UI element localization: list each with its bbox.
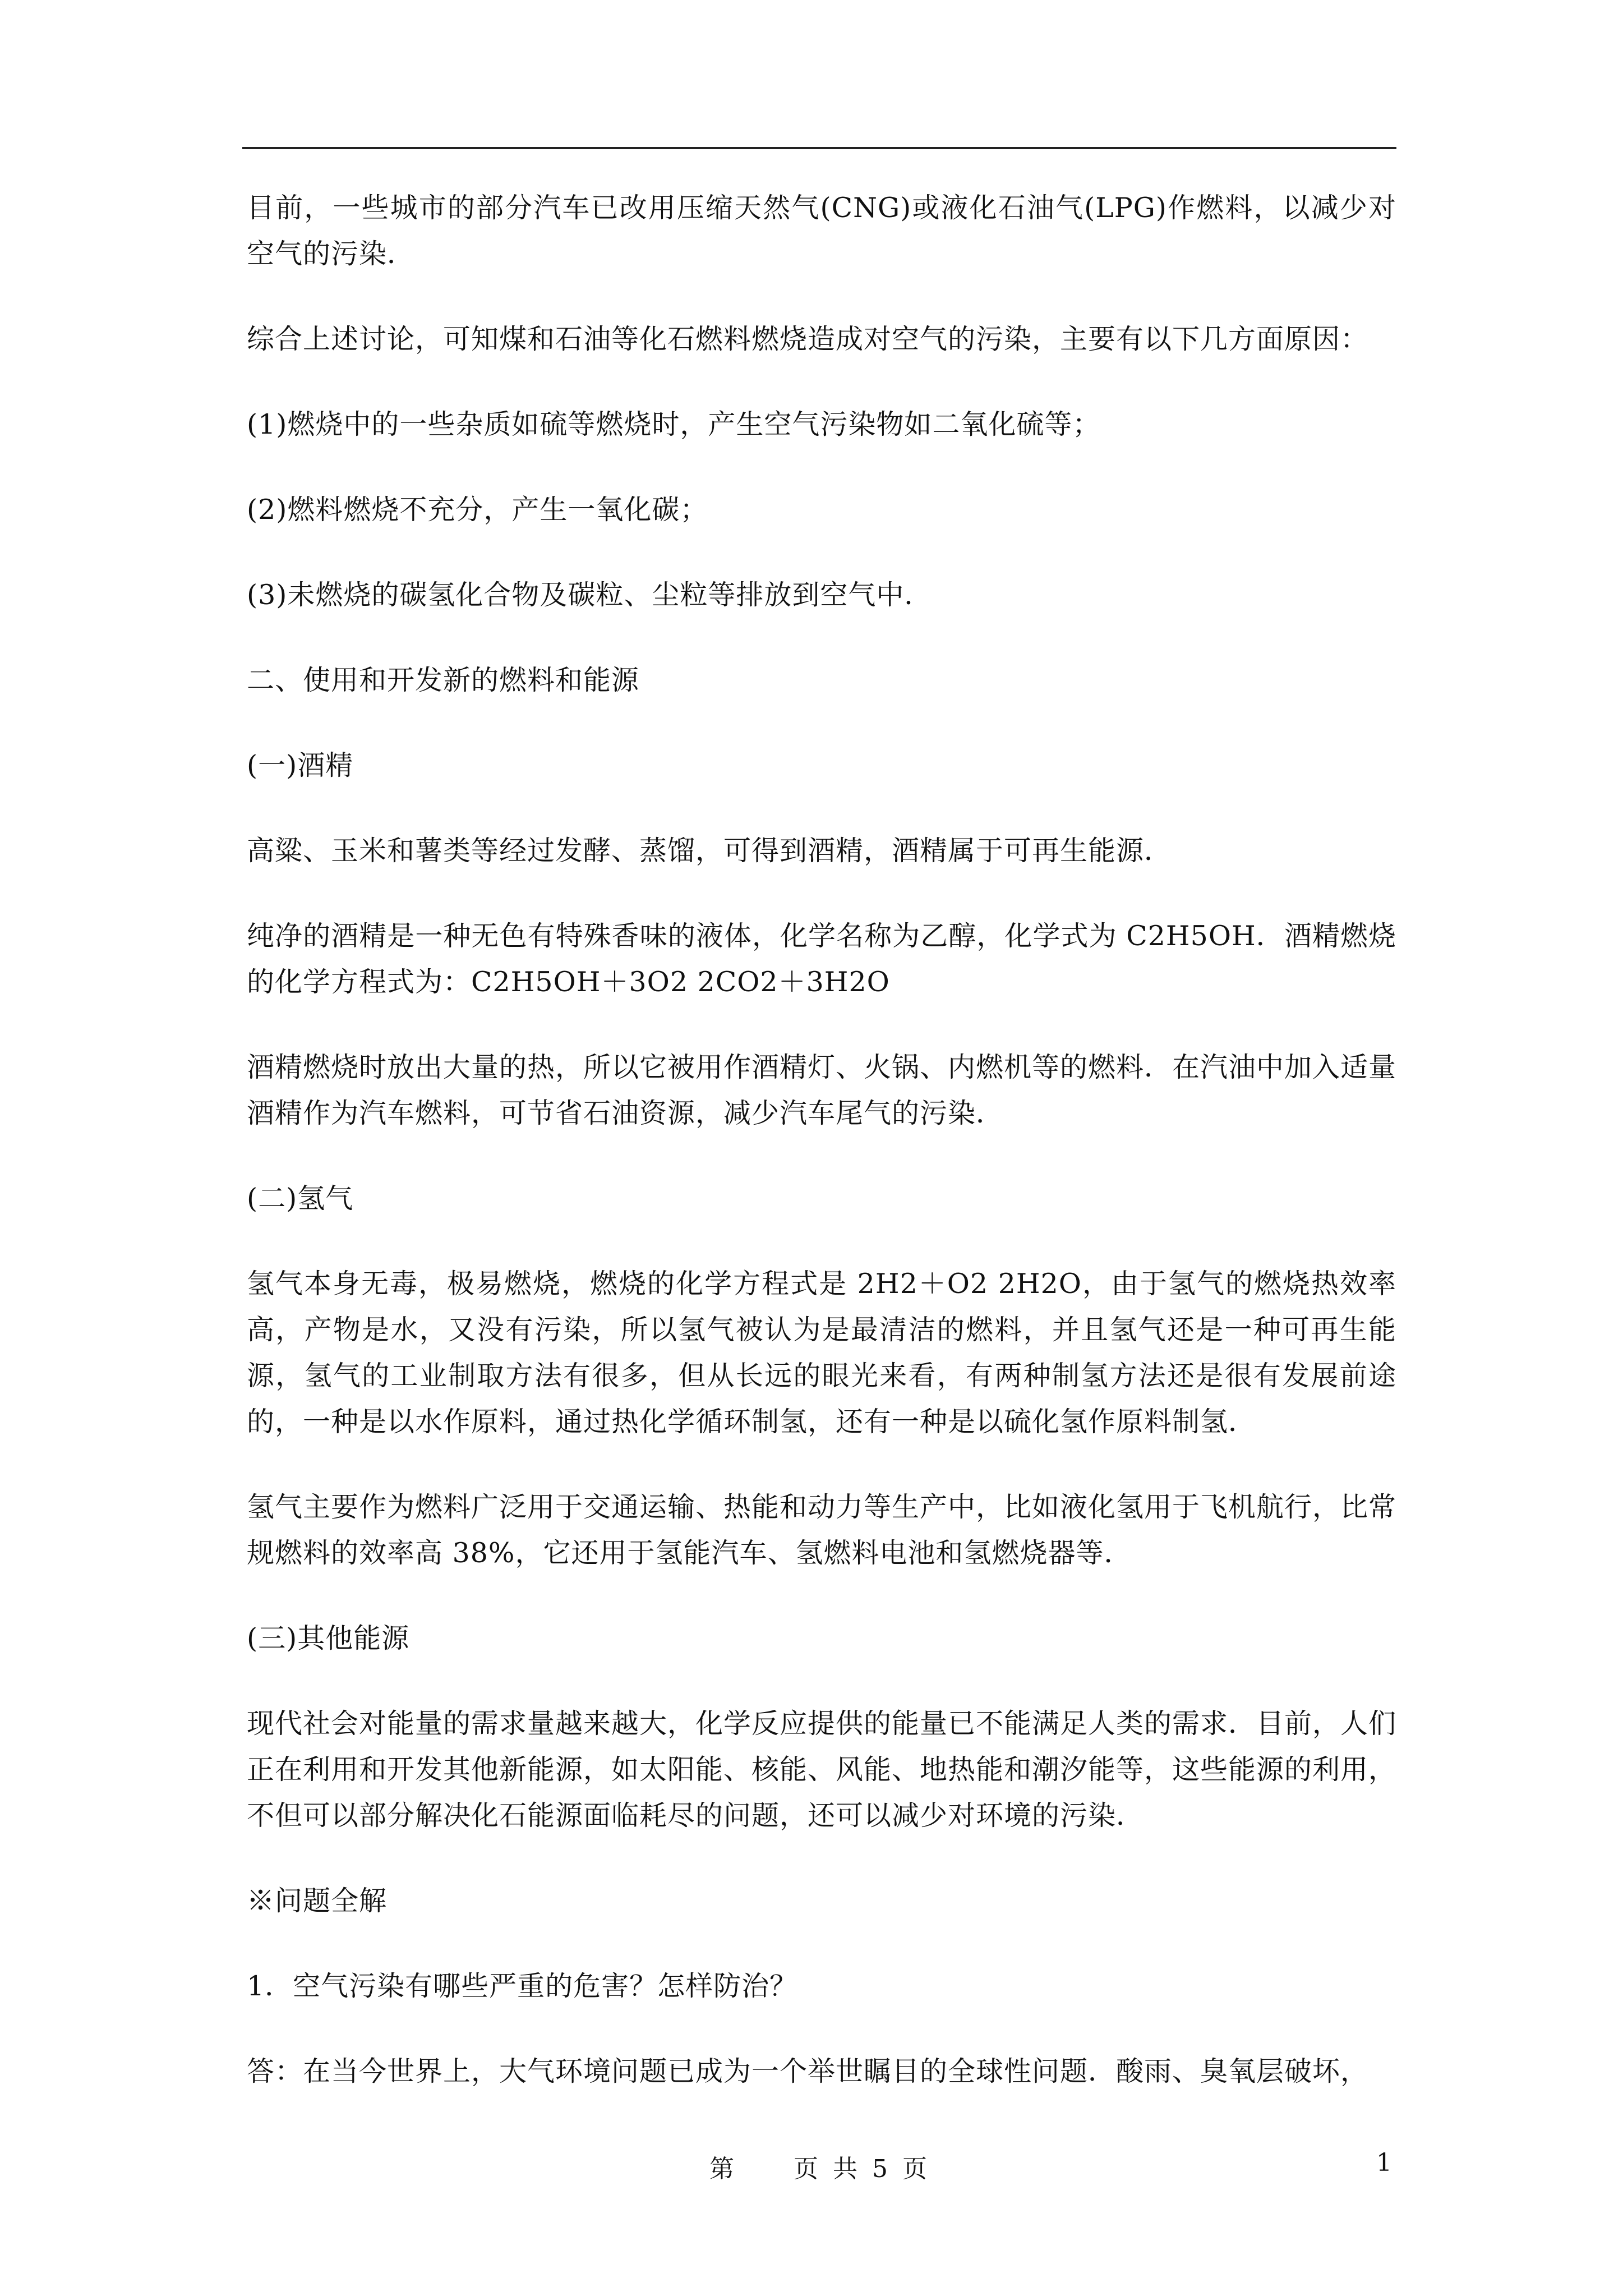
page-count-label — [709, 2148, 930, 2184]
document-body — [247, 185, 1396, 2095]
section-heading-new-fuels: 二、使用和开发新的燃料和能源 — [247, 664, 640, 696]
subheading-hydrogen: (二)氢气 — [247, 1182, 354, 1214]
subheading-alcohol: (一)酒精 — [247, 749, 354, 781]
paragraph-alcohol-uses: 酒精燃烧时放出大量的热，所以它被用作酒精灯、火锅、内燃机等的燃料．在汽油中加入适量酒精作为汽车燃料，可节省石油资源，减少汽车尾气的污染． — [247, 1051, 1397, 1129]
subheading-other-energy: (三)其他能源 — [247, 1622, 410, 1654]
paragraph-alcohol-formula: 纯净的酒精是一种无色有特殊香味的液体，化学名称为乙醇，化学式为 C2H5OH．酒精燃烧的化学方程式为：C2H5OH＋3O2 2CO2＋3H2O — [247, 920, 1396, 998]
paragraph-cng-lpg: 目前，一些城市的部分汽车已改用压缩天然气(CNG)或液化石油气(LPG)作燃料，以减少对空气的污染． — [247, 192, 1396, 270]
page-number: 1 — [1376, 2148, 1392, 2177]
footer-ye2: 页 — [902, 2155, 930, 2183]
footer-gong: 共 — [833, 2155, 861, 2183]
footer-ye: 页 — [794, 2155, 822, 2183]
page-footer — [0, 2148, 1623, 2188]
subheading-questions: ※问题全解 — [247, 1885, 388, 1917]
paragraph-summary: 综合上述讨论，可知煤和石油等化石燃料燃烧造成对空气的污染，主要有以下几方面原因： — [247, 323, 1369, 355]
header-rule — [242, 147, 1396, 149]
footer-total: 5 — [872, 2155, 891, 2183]
paragraph-hydrogen-uses: 氢气主要作为燃料广泛用于交通运输、热能和动力等生产中，比如液化氢用于飞机航行，比常规燃料的效率高 38%，它还用于氢能汽车、氢燃料电池和氢燃烧器等． — [247, 1491, 1397, 1569]
question-1: 1．空气污染有哪些严重的危害？怎样防治？ — [247, 1970, 798, 2002]
paragraph-reason-2: (2)燃料燃烧不充分，产生一氧化碳； — [247, 494, 708, 526]
paragraph-reason-1: (1)燃烧中的一些杂质如硫等燃烧时，产生空气污染物如二氧化硫等； — [247, 408, 1101, 440]
answer-1: 答：在当今世界上，大气环境问题已成为一个举世瞩目的全球性问题．酸雨、臭氧层破坏， — [247, 2055, 1369, 2087]
paragraph-hydrogen-properties: 氢气本身无毒，极易燃烧，燃烧的化学方程式是 2H2＋O2 2H2O，由于氢气的燃烧热效率高，产物是水，又没有污染，所以氢气被认为是最清洁的燃料，并且氢气还是一种可再生能源，氢气的工业制取方法有很多，但从长远的眼光来看，有两种制氢方法还是很有发展前途的，一种是以水作原料，通过热化学循环制氢，还有一种是以硫化氢作原料制氢． — [247, 1268, 1396, 1438]
paragraph-other-energy: 现代社会对能量的需求量越来越大，化学反应提供的能量已不能满足人类的需求．目前，人们正在利用和开发其他新能源，如太阳能、核能、风能、地热能和潮汐能等，这些能源的利用，不但可以部分解决化石能源面临耗尽的问题，还可以减少对环境的污染． — [247, 1708, 1397, 1832]
footer-di: 第 — [709, 2155, 737, 2183]
paragraph-reason-3: (3)未燃烧的碳氢化合物及碳粒、尘粒等排放到空气中． — [247, 579, 933, 611]
paragraph-alcohol-source: 高粱、玉米和薯类等经过发酵、蒸馏，可得到酒精，酒精属于可再生能源． — [247, 835, 1173, 867]
